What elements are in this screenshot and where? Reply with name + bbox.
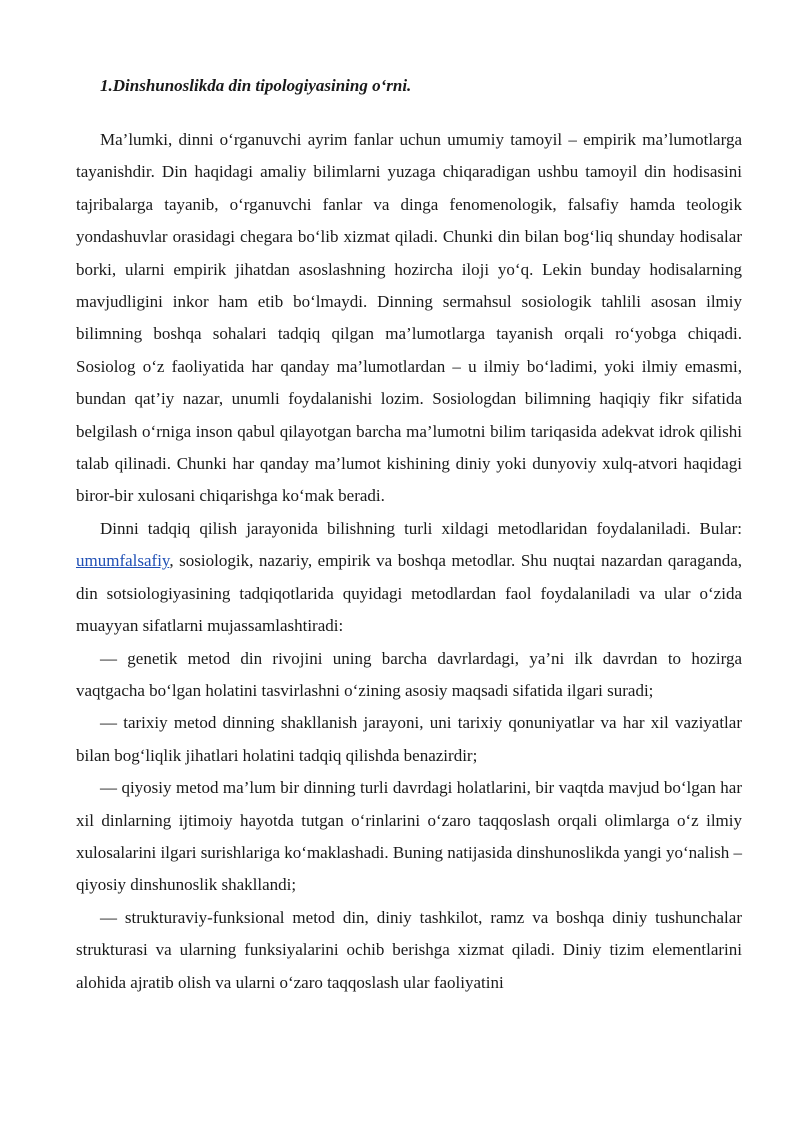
methods-intro-text-rest: , sosiologik, nazariy, empirik va boshqa metodlar. Shu nuqtai nazardan qaraganda, din sotsiologiyasining tadqiqotlarida quyidagi metodlardan faol foydalaniladi va ular o‘zida muayyan sifatlarni mujassamlashtiradi: — [76, 551, 742, 636]
methods-intro-paragraph — [76, 513, 742, 643]
method-comparative: — qiyosiy metod ma’lum bir dinning turli davrdagi holatlarini, bir vaqtda mavjud bo‘lgan har xil dinlarning ijtimoiy hayotda tutgan o‘rinlarini o‘zaro taqqoslash orqali olimlarga o‘z ilmiy xulosalarini ilgari surishlariga ko‘maklashadi. Buning natijasida dinshunoslikda yangi yo‘nalish – qiyosiy dinshunoslik shakllandi; — [76, 778, 742, 895]
umumfalsafiy-link[interactable]: umumfalsafiy — [76, 551, 170, 571]
method-structural-functional: — strukturaviy-funksional metod din, diniy tashkilot, ramz va boshqa diniy tushunchalar strukturasi va ularning funksiyalarini ochib berishga xizmat qiladi. Diniy tizim elementlarini alohida ajratib olish va ularni o‘zaro taqqoslash ular faoliyatini — [76, 907, 742, 992]
methods-intro-text: Dinni tadqiq qilish jarayonida bilishning turli xildagi metodlaridan foydalaniladi. Bular: — [100, 518, 742, 538]
intro-paragraph: Ma’lumki, dinni o‘rganuvchi ayrim fanlar uchun umumiy tamoyil – empirik ma’lumotlarga tayanishdir. Din haqidagi amaliy bilimlarni yuzaga chiqaradigan ushbu tamoyil din hodisasini tajribalarga tayanib, o‘rganuvchi fanlar va dinga fenomenologik, falsafiy hamda teologik yondashuvlar orasidagi chegara bo‘lib xizmat qiladi. Chunki din bilan bog‘liq shunday hodisalar borki, ularni empirik jihatdan asoslashning hozircha iloji yo‘q. Lekin bunday hodisalarning mavjudligini inkor ham etib bo‘lmaydi. Dinning sermahsul sosiologik tahlili asosan ilmiy bilimning boshqa sohalari tadqiq qilgan ma’lumotlarga tayanish orqali ro‘yobga chiqadi. Sosiolog o‘z faoliyatida har qanday ma’lumotlardan – u ilmiy bo‘ladimi, yoki ilmiy emasmi, bundan qat’iy nazar, unumli foydalanishi lozim. Sosiologdan bilimning haqiqiy fikr sifatida belgilash o‘rniga inson qabul qilayotgan barcha ma’lumotni bilim tariqasida adekvat idrok qilishi talab qilinadi. Chunki har qanday ma’lumot kishining diniy yoki dunyoviy xulq-atvori haqidagi biror-bir xulosani chiqarishga ko‘mak beradi. — [76, 130, 742, 506]
method-genetic: — genetik metod din rivojini uning barcha davrlardagi, ya’ni ilk davrdan to hozirga vaqtgacha bo‘lgan holatini tasvirlashni o‘zining asosiy maqsadi sifatida ilgari suradi; — [76, 648, 742, 700]
method-historical: — tarixiy metod dinning shakllanish jarayoni, uni tarixiy qonuniyatlar va har xil vaziyatlar bilan bog‘liqlik jihatlari holatini tadqiq qilishda benazirdir; — [76, 713, 742, 765]
section-heading: 1.Dinshunoslikda din tipologiyasining o‘rni. — [100, 76, 412, 95]
